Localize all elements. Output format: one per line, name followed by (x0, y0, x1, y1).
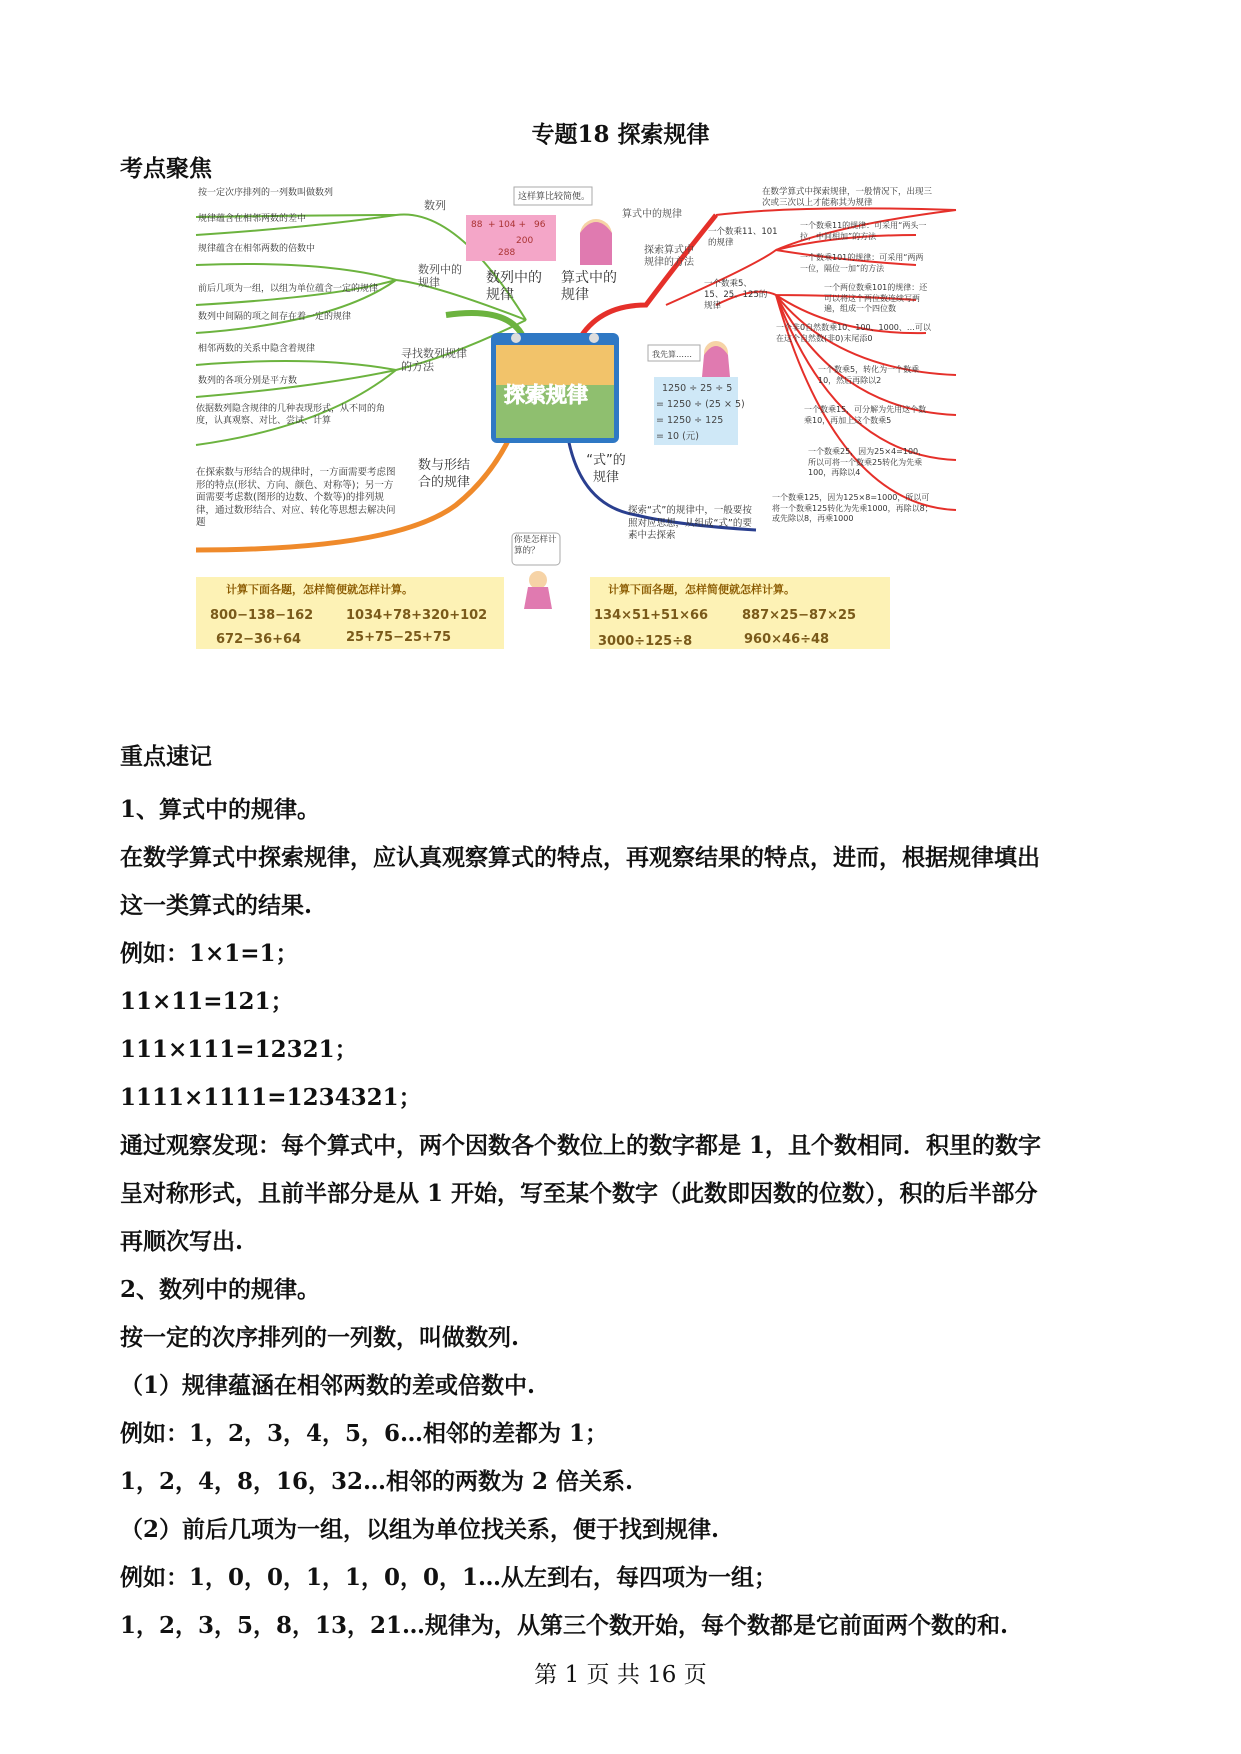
example-line: 1111×1111=1234321； (120, 1084, 422, 1111)
branch-formula-label: 算式中的规律 (561, 270, 617, 303)
bubble-num: + 104 + (488, 220, 526, 230)
example-line: 例如：1×1=1； (120, 940, 299, 967)
calc-line: = 1250 ÷ 125 (656, 415, 724, 426)
task-item: 960×46÷48 (744, 632, 830, 647)
shape-rule-text: 在探索数与形结合的规律时，一方面需要考虑图形的特点(形状、方向、颜色、对称等)；另一方面需要考虑数(图形的边数、个数等)的排列规律，通过数形结合、对应、转化等思想去解决问题 (196, 467, 396, 528)
formula-method-label: 探索算式中规律的方法 (644, 245, 694, 268)
formula-top-text: 在数学算式中探索规律，一般情况下，出现三次或三次以上才能称其为规律 (762, 187, 933, 208)
center-calendar (491, 333, 619, 443)
mult-5-125-label: 一个数乘5、15、25、125的规律 (704, 279, 768, 311)
center-title: 探索规律 (504, 383, 588, 407)
leaf-text: 规律蕴含在相邻两数的倍数中 (198, 244, 316, 254)
memo-content (120, 786, 1130, 1650)
calc-line: = 1250 ÷ (25 × 5) (656, 399, 745, 410)
heading-sequence-rule: 2、数列中的规律。 (120, 1276, 321, 1303)
task-item: 1034+78+320+102 (346, 608, 488, 623)
paragraph-line: 按一定的次序排列的一列数，叫做数列. (120, 1324, 520, 1351)
example-line: 例如：1，2，3，4，5，6…相邻的差都为 1； (120, 1420, 609, 1447)
branch-style-label: “式”的规律 (586, 453, 626, 485)
example-line: 例如：1，0，0，1，1，0，0，1…从左到右，每四项为一组； (120, 1564, 778, 1591)
rule-25-text: 一个数乘25，因为25×4=100，所以可将一个数乘25转化为先乘100，再除以4 (808, 447, 927, 477)
bubble-num: 96 (534, 220, 546, 230)
rule-15-text: 一个数乘15，可分解为先用这个数乘10，再加上这个数乘5 (804, 405, 927, 425)
calc-line: 1250 ÷ 25 ÷ 5 (662, 383, 733, 394)
paragraph-line: 在数学算式中探索规律，应认真观察算式的特点，再观察结果的特点，进而，根据规律填出 (120, 844, 1040, 871)
branch-sequence-label: 数列中的规律 (486, 270, 542, 303)
rule-101-text: 一个数乘101的规律：可采用“两两一位，隔位一加”的方法 (800, 253, 924, 273)
task-item: 887×25−87×25 (742, 608, 857, 623)
leaf-text: 数列中间隔的项之间存在着一定的规律 (198, 312, 352, 322)
page-footer: 第 1 页 共 16 页 (534, 1662, 707, 1688)
leaf-text: 按一定次序排列的一列数叫做数列 (198, 188, 334, 198)
girl-dress-1 (580, 222, 612, 265)
leaf-method-text: 依据数列隐含规律的几种表现形式，从不同的角度，认真观察、对比、尝试、计算 (196, 404, 386, 426)
speech-text-3: 你是怎样计算的？ (514, 535, 557, 556)
leaf-text: 数列的各项分别是平方数 (198, 376, 298, 386)
paragraph-line: 呈对称形式，且前半部分是从 1 开始，写至某个数字（此数即因数的位数），积的后半部分 (120, 1180, 1038, 1207)
example-line: 1，2，3，5，8，13，21…规律为，从第三个数开始，每个数都是它前面两个数的和. (120, 1612, 1009, 1639)
bubble-num: 200 (516, 236, 534, 246)
example-line: 111×111=12321； (120, 1036, 358, 1063)
leaf-text: 前后几项为一组，以组为单位蕴含一定的规律 (198, 284, 379, 294)
style-rule-text: 探索“式”的规律中，一般要按照对应思想，从组成“式”的要素中去探索 (628, 505, 752, 541)
rule-two-digit-text: 一个两位数乘101的规律：还可以将这个两位数连续写两遍，组成一个四位数 (824, 283, 928, 313)
paragraph-line: （1）规律蕴涵在相邻两数的差或倍数中. (120, 1372, 536, 1399)
speech-text-1: 这样算比较简便。 (518, 192, 591, 202)
bubble-num: 88 (471, 220, 483, 230)
rule-11-text: 一个数乘11的规律：可采用“两头一拉，中间相加”的方法 (800, 221, 927, 241)
rule-125-text: 一个数乘125，因为125×8=1000，所以可将一个数乘125转化为先乘1000，再除以8；或先除以8，再乘1000 (772, 493, 933, 523)
kid-figure (529, 571, 547, 589)
mult-11-101-label: 一个数乘11、101的规律 (708, 227, 778, 248)
task-title-right: 计算下面各题，怎样简便就怎样计算。 (608, 583, 795, 596)
sub-shulie-rule: 数列中的规律 (418, 263, 462, 289)
speech-text-2: 我先算…… (652, 350, 692, 359)
branch-shape-label: 数与形结合的规律 (418, 458, 471, 490)
paragraph-line: 再顺次写出. (120, 1228, 244, 1255)
bubble-num: 288 (498, 248, 516, 258)
section-memo-heading: 重点速记 (120, 743, 212, 770)
mind-map (196, 187, 1042, 725)
formula-sub-label: 算式中的规律 (622, 209, 682, 220)
leaf-text: 规律蕴含在相邻两数的差中 (198, 214, 307, 224)
rule-nonzero-text: 一个非0自然数乘10、100、1000、…可以在这个自然数(非0)末尾添0 (776, 323, 931, 343)
task-item: 3000÷125÷8 (598, 634, 693, 649)
task-item: 25+75−25+75 (346, 630, 452, 645)
task-item: 672−36+64 (216, 632, 302, 647)
paragraph-line: 通过观察发现：每个算式中，两个因数各个数位上的数字都是 1，且个数相同．积里的数字 (120, 1132, 1042, 1159)
task-item: 134×51+51×66 (594, 608, 709, 623)
leaf-text: 相邻两数的关系中隐含着规律 (198, 344, 316, 354)
calc-line: = 10 (元) (656, 431, 700, 442)
task-title-left: 计算下面各题，怎样简便就怎样计算。 (226, 583, 413, 596)
task-item: 800−138−162 (210, 608, 314, 623)
sub-find-method: 寻找数列规律的方法 (401, 347, 467, 373)
paragraph-line: （2）前后几项为一组，以组为单位找关系，便于找到规律. (120, 1516, 720, 1543)
rule-5-text: 一个数乘5，转化为一个数乘10，然后再除以2 (818, 365, 920, 385)
sub-shulie: 数列 (424, 199, 446, 212)
section-focus-heading: 考点聚焦 (120, 155, 212, 182)
heading-formula-rule: 1、算式中的规律。 (120, 796, 321, 823)
kid-dress (524, 587, 552, 609)
example-line: 11×11=121； (120, 988, 294, 1015)
example-line: 1，2，4，8，16，32…相邻的两数为 2 倍关系. (120, 1468, 634, 1495)
page-title: 专题18 探索规律 (531, 121, 710, 148)
paragraph-line: 这一类算式的结果. (120, 892, 313, 919)
